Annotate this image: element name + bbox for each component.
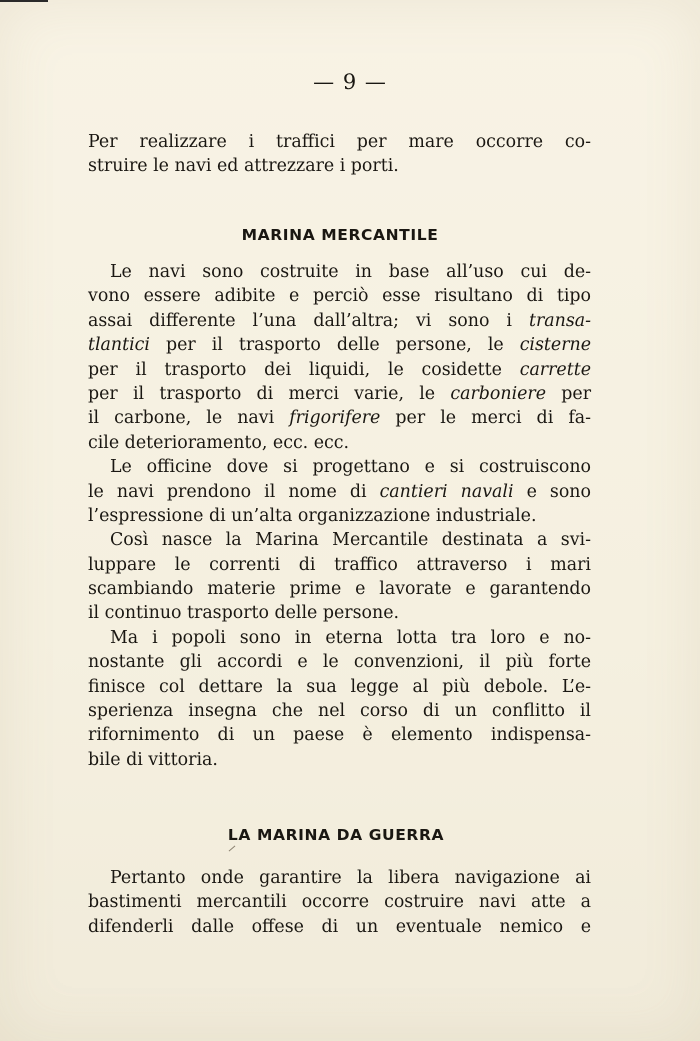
- text-line: Per realizzare i traffici per mare occorre co-: [88, 132, 591, 152]
- text-line: l’espressione di un’alta organizzazione industriale.: [88, 505, 537, 526]
- text-line: bile di vittoria.: [88, 749, 218, 770]
- section-body-marina-da-guerra: [88, 866, 591, 939]
- text-line: vono essere adibite e perciò esse risultano di tipo: [88, 286, 591, 307]
- text-line: Così nasce la Marina Mercantile destinata a svi-: [110, 530, 591, 551]
- text-line: finisce col dettare la sua legge al più debole. L’e-: [88, 676, 591, 697]
- text-line: difenderli dalle offese di un eventuale nemico e: [88, 916, 591, 937]
- text-line: per il trasporto dei liquidi, le cosidette carrette: [88, 359, 591, 380]
- text-line: assai differente l’una dall’altra; vi sono i transa-: [88, 310, 591, 331]
- text-line: le navi prendono il nome di cantieri navali e sono: [88, 481, 591, 502]
- text-line: luppare le correnti di traffico attraverso i mari: [88, 554, 591, 575]
- section-heading-marina-mercantile: MARINA MERCANTILE: [241, 226, 439, 244]
- text-line: nostante gli accordi e le convenzioni, il più forte: [88, 652, 591, 673]
- intro-paragraph: [88, 130, 591, 179]
- text-line: struire le navi ed attrezzare i porti.: [88, 156, 399, 177]
- pencil-mark: [229, 846, 236, 852]
- text-line: Le navi sono costruite in base all’uso cui de-: [110, 262, 591, 282]
- text-line: bastimenti mercantili occorre costruire navi atte a: [88, 892, 591, 913]
- page-number: — 9 —: [313, 70, 387, 94]
- text-line: Le officine dove si progettano e si costruiscono: [110, 457, 591, 478]
- text-line: sperienza insegna che nel corso di un conflitto il: [88, 701, 591, 722]
- text-line: il carbone, le navi frigorifere per le merci di fa-: [88, 408, 591, 429]
- text-line: tlantici per il trasporto delle persone, le cisterne: [88, 335, 591, 356]
- top-edge-rule: [0, 0, 48, 2]
- section-heading-marina-da-guerra: LA MARINA DA GUERRA: [227, 826, 445, 844]
- text-line: cile deterioramento, ecc. ecc.: [88, 432, 350, 453]
- text-line: il continuo trasporto delle persone.: [88, 603, 400, 624]
- text-line: Ma i popoli sono in eterna lotta tra loro e no-: [110, 627, 591, 648]
- text-line: scambiando materie prime e lavorate e garantendo: [88, 579, 591, 600]
- text-line: Pertanto onde garantire la libera navigazione ai: [110, 868, 591, 888]
- text-line: rifornimento di un paese è elemento indispensa-: [88, 725, 591, 746]
- text-line: per il trasporto di merci varie, le carboniere per: [88, 383, 592, 404]
- section-body-marina-mercantile: [88, 260, 591, 772]
